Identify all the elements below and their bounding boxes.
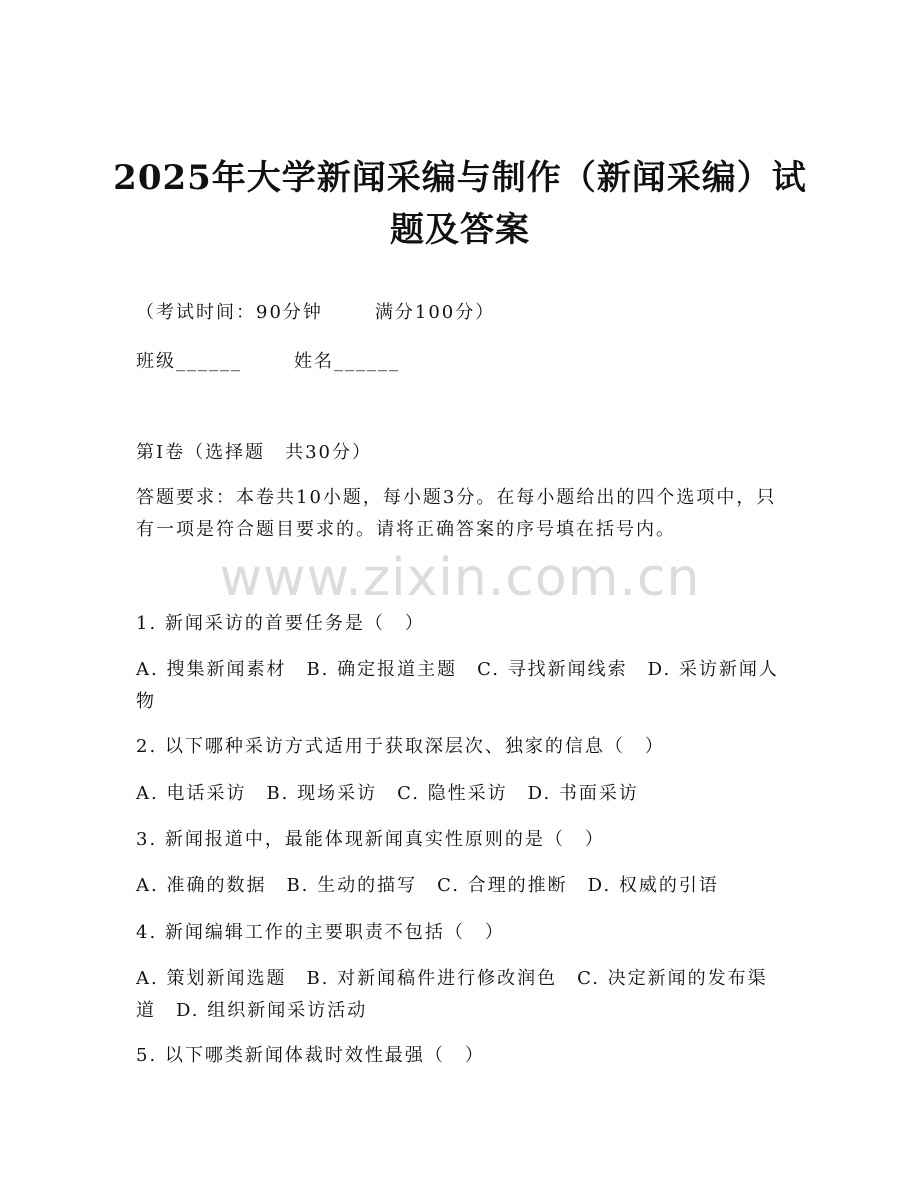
watermark: www.zixin.com.cn [219, 548, 701, 608]
class-field: 班级______ [136, 351, 242, 372]
question-1: 1. 新闻采访的首要任务是（ ） [136, 613, 425, 634]
question-3-options: A. 准确的数据 B. 生动的描写 C. 合理的推断 D. 权威的引语 [136, 875, 719, 896]
question-4-options: A. 策划新闻选题 B. 对新闻稿件进行修改润色 C. 决定新闻的发布渠道 D. 组织新闻采访活动 [136, 968, 768, 1021]
instructions: 答题要求：本卷共10小题，每小题3分。在每小题给出的四个选项中，只有一项是符合题目要求的。请将正确答案的序号填在括号内。 [136, 487, 777, 540]
name-field: 姓名______ [294, 351, 400, 372]
section-heading: 第Ⅰ卷（选择题 共30分） [136, 442, 373, 463]
title-line-2: 题及答案 [390, 210, 530, 250]
question-2: 2. 以下哪种采访方式适用于获取深层次、独家的信息（ ） [136, 736, 665, 757]
question-2-options: A. 电话采访 B. 现场采访 C. 隐性采访 D. 书面采访 [136, 783, 639, 804]
student-fields [136, 347, 400, 377]
exam-info [136, 298, 495, 328]
exam-score: 满分100分） [374, 302, 496, 323]
exam-time: （考试时间：90分钟 [136, 302, 323, 323]
document-title [110, 152, 810, 256]
title-line-1: 2025年大学新闻采编与制作（新闻采编）试 [113, 158, 807, 198]
question-5: 5. 以下哪类新闻体裁时效性最强（ ） [136, 1045, 485, 1066]
question-4: 4. 新闻编辑工作的主要职责不包括（ ） [136, 922, 505, 943]
question-3: 3. 新闻报道中，最能体现新闻真实性原则的是（ ） [136, 829, 605, 850]
question-1-options: A. 搜集新闻素材 B. 确定报道主题 C. 寻找新闻线索 D. 采访新闻人物 [136, 659, 779, 712]
